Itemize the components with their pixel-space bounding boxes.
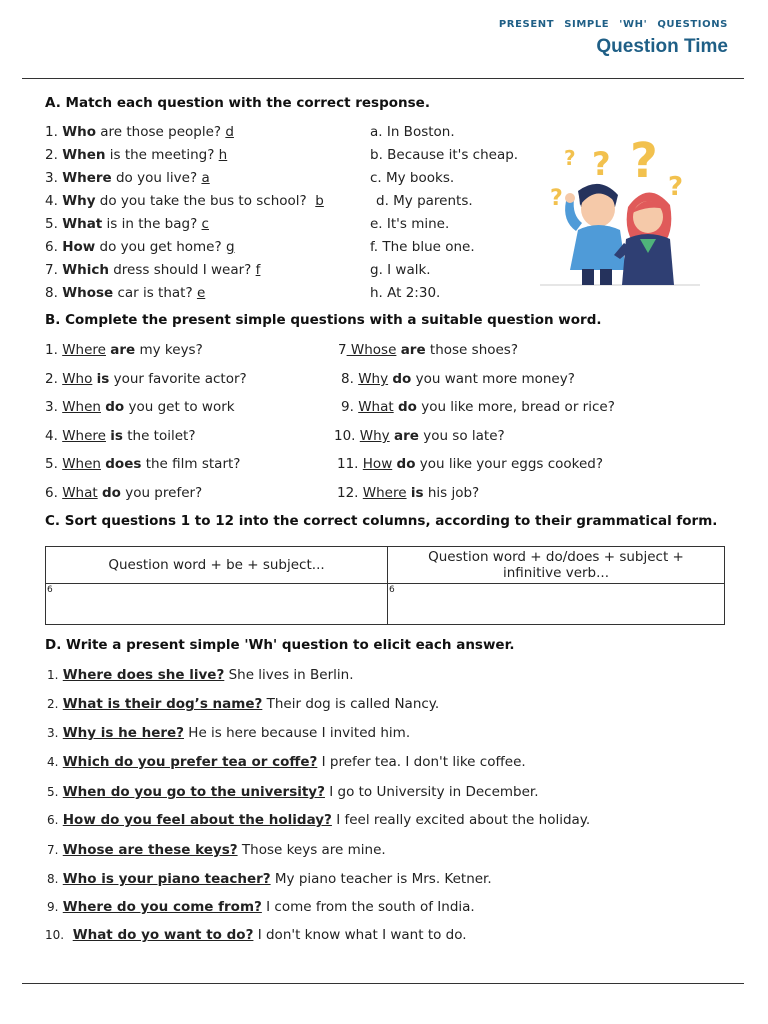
verb: is [410, 485, 424, 501]
question-text: my keys? [135, 342, 203, 358]
given-answer: Those keys are mine. [237, 842, 386, 858]
question-answer: Which do you prefer tea or coffe? [62, 754, 318, 770]
verb: does [105, 456, 142, 472]
verb: do [392, 371, 412, 387]
section-a-title: A. Match each question with the correct response. [45, 95, 430, 111]
question-text: those shoes? [425, 342, 519, 358]
verb: do [396, 456, 416, 472]
question-text: you want more money? [411, 371, 575, 387]
question-mark-icon: ? [564, 146, 576, 170]
question-number: 6. [45, 239, 58, 255]
question-word: Who [62, 124, 96, 140]
question-text: do you take the bus to school? [95, 193, 316, 209]
column-header-be: Question word + be + subject... [46, 547, 388, 584]
question-b-10 [334, 428, 505, 444]
response-item: h. At 2:30. [370, 285, 441, 301]
verb: are [400, 342, 426, 358]
question-b-7 [338, 342, 518, 358]
question-text: you like more, bread or rice? [416, 399, 615, 415]
question-a-2 [45, 147, 227, 163]
question-text: are those people? [95, 124, 226, 140]
answer-word: Why [359, 428, 390, 444]
man-figure [565, 184, 626, 285]
question-answer: Why is he here? [62, 725, 184, 741]
response-item: g. I walk. [370, 262, 431, 278]
question-a-8 [45, 285, 205, 301]
question-number: 2. [45, 371, 58, 387]
answer-word: Where [62, 342, 106, 358]
question-b-1 [45, 342, 203, 358]
given-answer: I go to University in December. [324, 784, 539, 800]
verb: do [105, 399, 125, 415]
question-number: 11. [337, 456, 359, 472]
answer-letter: d [225, 124, 234, 140]
answer-letter: g [225, 239, 235, 255]
given-answer: I don't know what I want to do. [253, 927, 467, 943]
question-a-1 [45, 124, 234, 140]
answer-word: What [62, 485, 98, 501]
given-answer: He is here because I invited him. [184, 725, 411, 741]
question-b-3 [45, 399, 235, 415]
question-text: his job? [423, 485, 480, 501]
item-number: 9. [47, 900, 59, 914]
item-number: 5. [47, 785, 59, 799]
response-item: e. It's mine. [370, 216, 450, 232]
given-answer: I feel really excited about the holiday. [331, 812, 591, 828]
question-mark-icon: ? [668, 172, 684, 202]
answer-word: When [62, 399, 101, 415]
question-number: 3. [45, 170, 58, 186]
question-text: you like your eggs cooked? [415, 456, 604, 472]
column-header-line: Question word + do/does + subject + [428, 549, 684, 565]
question-number: 3. [45, 399, 58, 415]
verb: do [101, 485, 121, 501]
top-divider [22, 78, 744, 79]
question-answer: How do you feel about the holiday? [62, 812, 332, 828]
verb: is [96, 371, 110, 387]
question-text: do you get home? [95, 239, 226, 255]
list-item [47, 696, 439, 712]
question-b-5 [45, 456, 240, 472]
question-number: 4. [45, 428, 58, 444]
question-number: 10. [334, 428, 356, 444]
answer-word: Whose [346, 342, 397, 358]
question-text: you get to work [124, 399, 235, 415]
question-text: the toilet? [122, 428, 196, 444]
question-number: 5. [45, 456, 58, 472]
item-number: 1. [47, 668, 59, 682]
question-b-2 [45, 371, 247, 387]
item-number: 8. [47, 872, 59, 886]
response-item: c. My books. [370, 170, 455, 186]
question-word: Where [62, 170, 112, 186]
section-d-title: D. Write a present simple 'Wh' question to elicit each answer. [45, 637, 515, 653]
verb: do [397, 399, 417, 415]
sort-table [45, 546, 725, 625]
question-number: 8. [45, 285, 58, 301]
woman-figure [614, 192, 674, 285]
answer-word: How [362, 456, 393, 472]
question-a-6 [45, 239, 235, 255]
question-mark-icon: ? [630, 135, 658, 189]
question-answer: Where does she live? [62, 667, 225, 683]
question-mark-icon: ? [550, 186, 563, 211]
question-word: Which [62, 262, 109, 278]
question-b-6 [45, 485, 202, 501]
question-word: Whose [62, 285, 114, 301]
answer-letter: h [218, 147, 228, 163]
section-c-title: C. Sort questions 1 to 12 into the correct columns, according to their grammatical form. [45, 513, 718, 529]
response-item: b. Because it's cheap. [370, 147, 519, 163]
answer-word: What [358, 399, 394, 415]
question-text: you prefer? [120, 485, 203, 501]
question-number: 12. [337, 485, 359, 501]
list-item [47, 725, 410, 741]
question-answer: Who is your piano teacher? [62, 871, 271, 887]
response-item: a. In Boston. [370, 124, 455, 140]
page-title: Question Time [596, 36, 728, 57]
question-word: What [62, 216, 103, 232]
question-text: car is that? [113, 285, 197, 301]
list-item [47, 842, 386, 858]
verb: is [110, 428, 123, 444]
given-answer: My piano teacher is Mrs. Ketner. [270, 871, 492, 887]
given-answer: I prefer tea. I don't like coffee. [317, 754, 526, 770]
question-number: 1. [45, 342, 58, 358]
question-b-11 [337, 456, 603, 472]
question-number: 5. [45, 216, 58, 232]
question-answer: What do yo want to do? [72, 927, 254, 943]
question-answer: What is their dog’s name? [62, 696, 263, 712]
list-item [47, 784, 539, 800]
verb: are [393, 428, 419, 444]
question-number: 2. [45, 147, 58, 163]
given-answer: Their dog is called Nancy. [262, 696, 440, 712]
question-text: the film start? [141, 456, 241, 472]
answer-word: Why [358, 371, 389, 387]
question-b-4 [45, 428, 196, 444]
column-header-line: infinitive verb... [502, 565, 610, 581]
verb: are [110, 342, 136, 358]
question-word: Why [62, 193, 96, 209]
section-b-title: B. Complete the present simple questions with a suitable question word. [45, 312, 602, 328]
answer-cell-be[interactable]: 6 [46, 584, 388, 625]
question-text: you so late? [418, 428, 505, 444]
answer-letter: a [201, 170, 210, 186]
question-number: 9. [341, 399, 354, 415]
item-number: 2. [47, 697, 59, 711]
answer-word: When [62, 456, 101, 472]
question-number: 4. [45, 193, 58, 209]
question-text: is the meeting? [105, 147, 219, 163]
answer-cell-do[interactable]: 6 [388, 584, 725, 625]
list-item [47, 812, 590, 828]
question-a-4 [45, 193, 324, 209]
question-number: 8. [341, 371, 354, 387]
item-number: 3. [47, 726, 59, 740]
question-b-12 [337, 485, 479, 501]
question-answer: Where do you come from? [62, 899, 262, 915]
question-number: 1. [45, 124, 58, 140]
question-text: your favorite actor? [109, 371, 247, 387]
item-number: 4. [47, 755, 59, 769]
question-b-9 [341, 399, 615, 415]
question-answer: Whose are these keys? [62, 842, 238, 858]
question-number: 7. [45, 262, 58, 278]
list-item [47, 899, 475, 915]
answer-letter: b [315, 193, 324, 209]
item-number: 7. [47, 843, 59, 857]
header-subtitle: PRESENT SIMPLE 'WH' QUESTIONS [498, 19, 728, 30]
list-item [47, 871, 492, 887]
list-item [47, 667, 354, 683]
column-header-do [388, 547, 725, 584]
given-answer: I come from the south of India. [261, 899, 475, 915]
answer-letter: e [196, 285, 206, 301]
question-a-3 [45, 170, 210, 186]
answer-letter: c [201, 216, 209, 232]
question-word: When [62, 147, 106, 163]
answer-word: Who [62, 371, 93, 387]
confused-people-illustration [538, 135, 703, 287]
question-a-5 [45, 216, 209, 232]
given-answer: She lives in Berlin. [224, 667, 354, 683]
question-word: How [62, 239, 96, 255]
bottom-divider [22, 983, 744, 984]
question-a-7 [45, 262, 260, 278]
question-number: 6. [45, 485, 58, 501]
question-text: dress should I wear? [108, 262, 256, 278]
answer-word: Where [362, 485, 407, 501]
answer-word: Where [62, 428, 106, 444]
question-answer: When do you go to the university? [62, 784, 325, 800]
response-item: f. The blue one. [370, 239, 475, 255]
response-item: d. My parents. [376, 193, 473, 209]
list-item [45, 927, 467, 943]
item-number: 6. [47, 813, 59, 827]
question-text: do you live? [111, 170, 202, 186]
question-text: is in the bag? [102, 216, 202, 232]
question-mark-icon: ? [592, 145, 611, 183]
answer-letter: f [255, 262, 261, 278]
question-number: 7 [338, 342, 347, 358]
question-b-8 [341, 371, 575, 387]
list-item [47, 754, 526, 770]
item-number: 10. [45, 928, 65, 942]
